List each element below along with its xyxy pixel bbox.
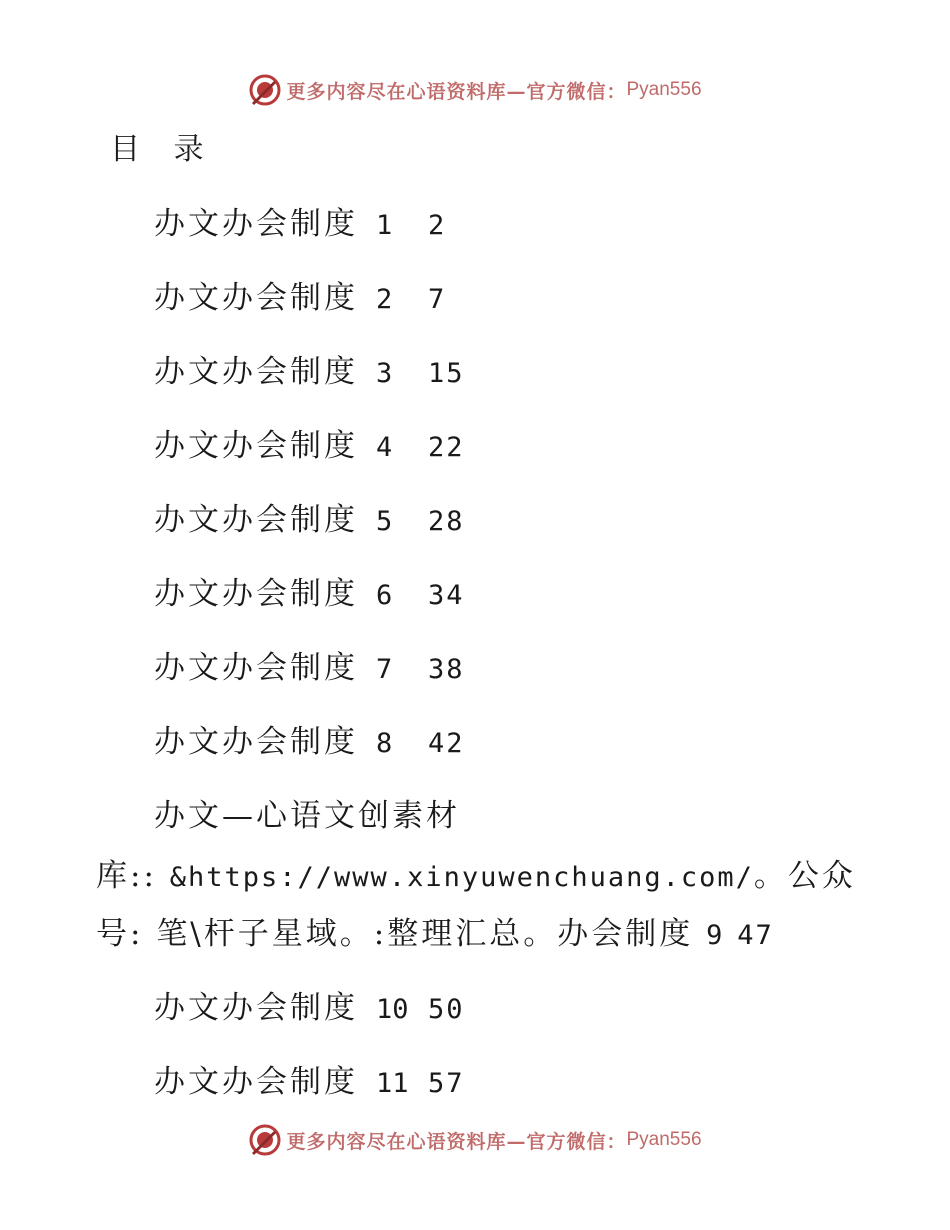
toc-item-4[interactable] xyxy=(154,420,465,464)
toc-item-page: 38 xyxy=(428,654,465,685)
toc-item-number: 8 xyxy=(376,728,393,759)
toc-item-number: 5 xyxy=(376,506,393,537)
toc-item-9-prefix-2: 号: xyxy=(96,916,144,952)
toc-item-9-line-1: 办文—心语文创素材 xyxy=(154,798,460,834)
toc-item-number: 3 xyxy=(376,358,393,389)
toc-item-page: 28 xyxy=(428,506,465,537)
toc-item-label: 办文办会制度 xyxy=(154,206,358,242)
toc-item-page: 47 xyxy=(737,920,774,951)
toc-item-number: 2 xyxy=(376,284,393,315)
toc-item-number: 11 xyxy=(376,1068,409,1099)
toc-item-9-line-2[interactable] xyxy=(96,850,856,895)
toc-item-page: 2 xyxy=(428,210,447,241)
toc-item-11[interactable] xyxy=(154,1056,465,1100)
toc-item-number: 10 xyxy=(376,994,409,1025)
toc-item-page: 34 xyxy=(428,580,465,611)
toc-item-3[interactable] xyxy=(154,346,465,390)
toc-item-page: 42 xyxy=(428,728,465,759)
pen-logo-icon xyxy=(248,1123,282,1157)
toc-item-page: 50 xyxy=(428,994,465,1025)
toc-item-page: 22 xyxy=(428,432,465,463)
toc-item-9-line-3[interactable] xyxy=(96,908,774,953)
toc-item-5[interactable] xyxy=(154,494,465,538)
toc-item-label: 办文办会制度 xyxy=(154,502,358,538)
toc-item-label: 办文办会制度 xyxy=(154,990,358,1026)
header-banner-text: 更多内容尽在心语资料库—官方微信： xyxy=(286,80,627,103)
toc-item-7[interactable] xyxy=(154,642,465,686)
toc-item-number: 1 xyxy=(376,210,393,241)
toc-item-number: 6 xyxy=(376,580,393,611)
footer-banner xyxy=(0,1120,950,1160)
toc-item-10[interactable] xyxy=(154,982,465,1026)
toc-item-page: 57 xyxy=(428,1068,465,1099)
toc-item-label: 办文办会制度 xyxy=(154,650,358,686)
toc-item-1[interactable] xyxy=(154,198,446,242)
toc-item-label: 办文办会制度 xyxy=(154,428,358,464)
footer-banner-wechat-id: Pyan556 xyxy=(626,1129,702,1150)
toc-item-9-suffix: 。公众 xyxy=(753,858,856,894)
toc-item-label: 办文办会制度 xyxy=(154,280,358,316)
toc-item-label: 办文办会制度 xyxy=(154,576,358,612)
toc-item-page: 15 xyxy=(428,358,465,389)
toc-item-2[interactable] xyxy=(154,272,446,316)
toc-item-label: 办文办会制度 xyxy=(154,354,358,390)
toc-item-label: 办文办会制度 xyxy=(154,1064,358,1100)
toc-item-page: 7 xyxy=(428,284,447,315)
toc-item-number: 7 xyxy=(376,654,393,685)
toc-item-6[interactable] xyxy=(154,568,465,612)
website-link[interactable]: &https://www.xinyuwenchuang.com/ xyxy=(169,862,754,893)
toc-item-number: 4 xyxy=(376,432,393,463)
header-banner xyxy=(0,70,950,110)
toc-item-label: 办文办会制度 xyxy=(154,724,358,760)
toc-item-9-text: 笔\杆子星域。:整理汇总。办会制度 xyxy=(156,916,694,952)
pen-logo-icon xyxy=(248,73,282,107)
toc-title: 目 录 xyxy=(110,132,216,167)
toc-item-number: 9 xyxy=(706,920,725,951)
header-banner-wechat-id: Pyan556 xyxy=(626,79,702,100)
toc-item-9-prefix: 库:: xyxy=(96,858,157,894)
footer-banner-text: 更多内容尽在心语资料库—官方微信： xyxy=(286,1130,627,1153)
toc-item-8[interactable] xyxy=(154,716,465,760)
